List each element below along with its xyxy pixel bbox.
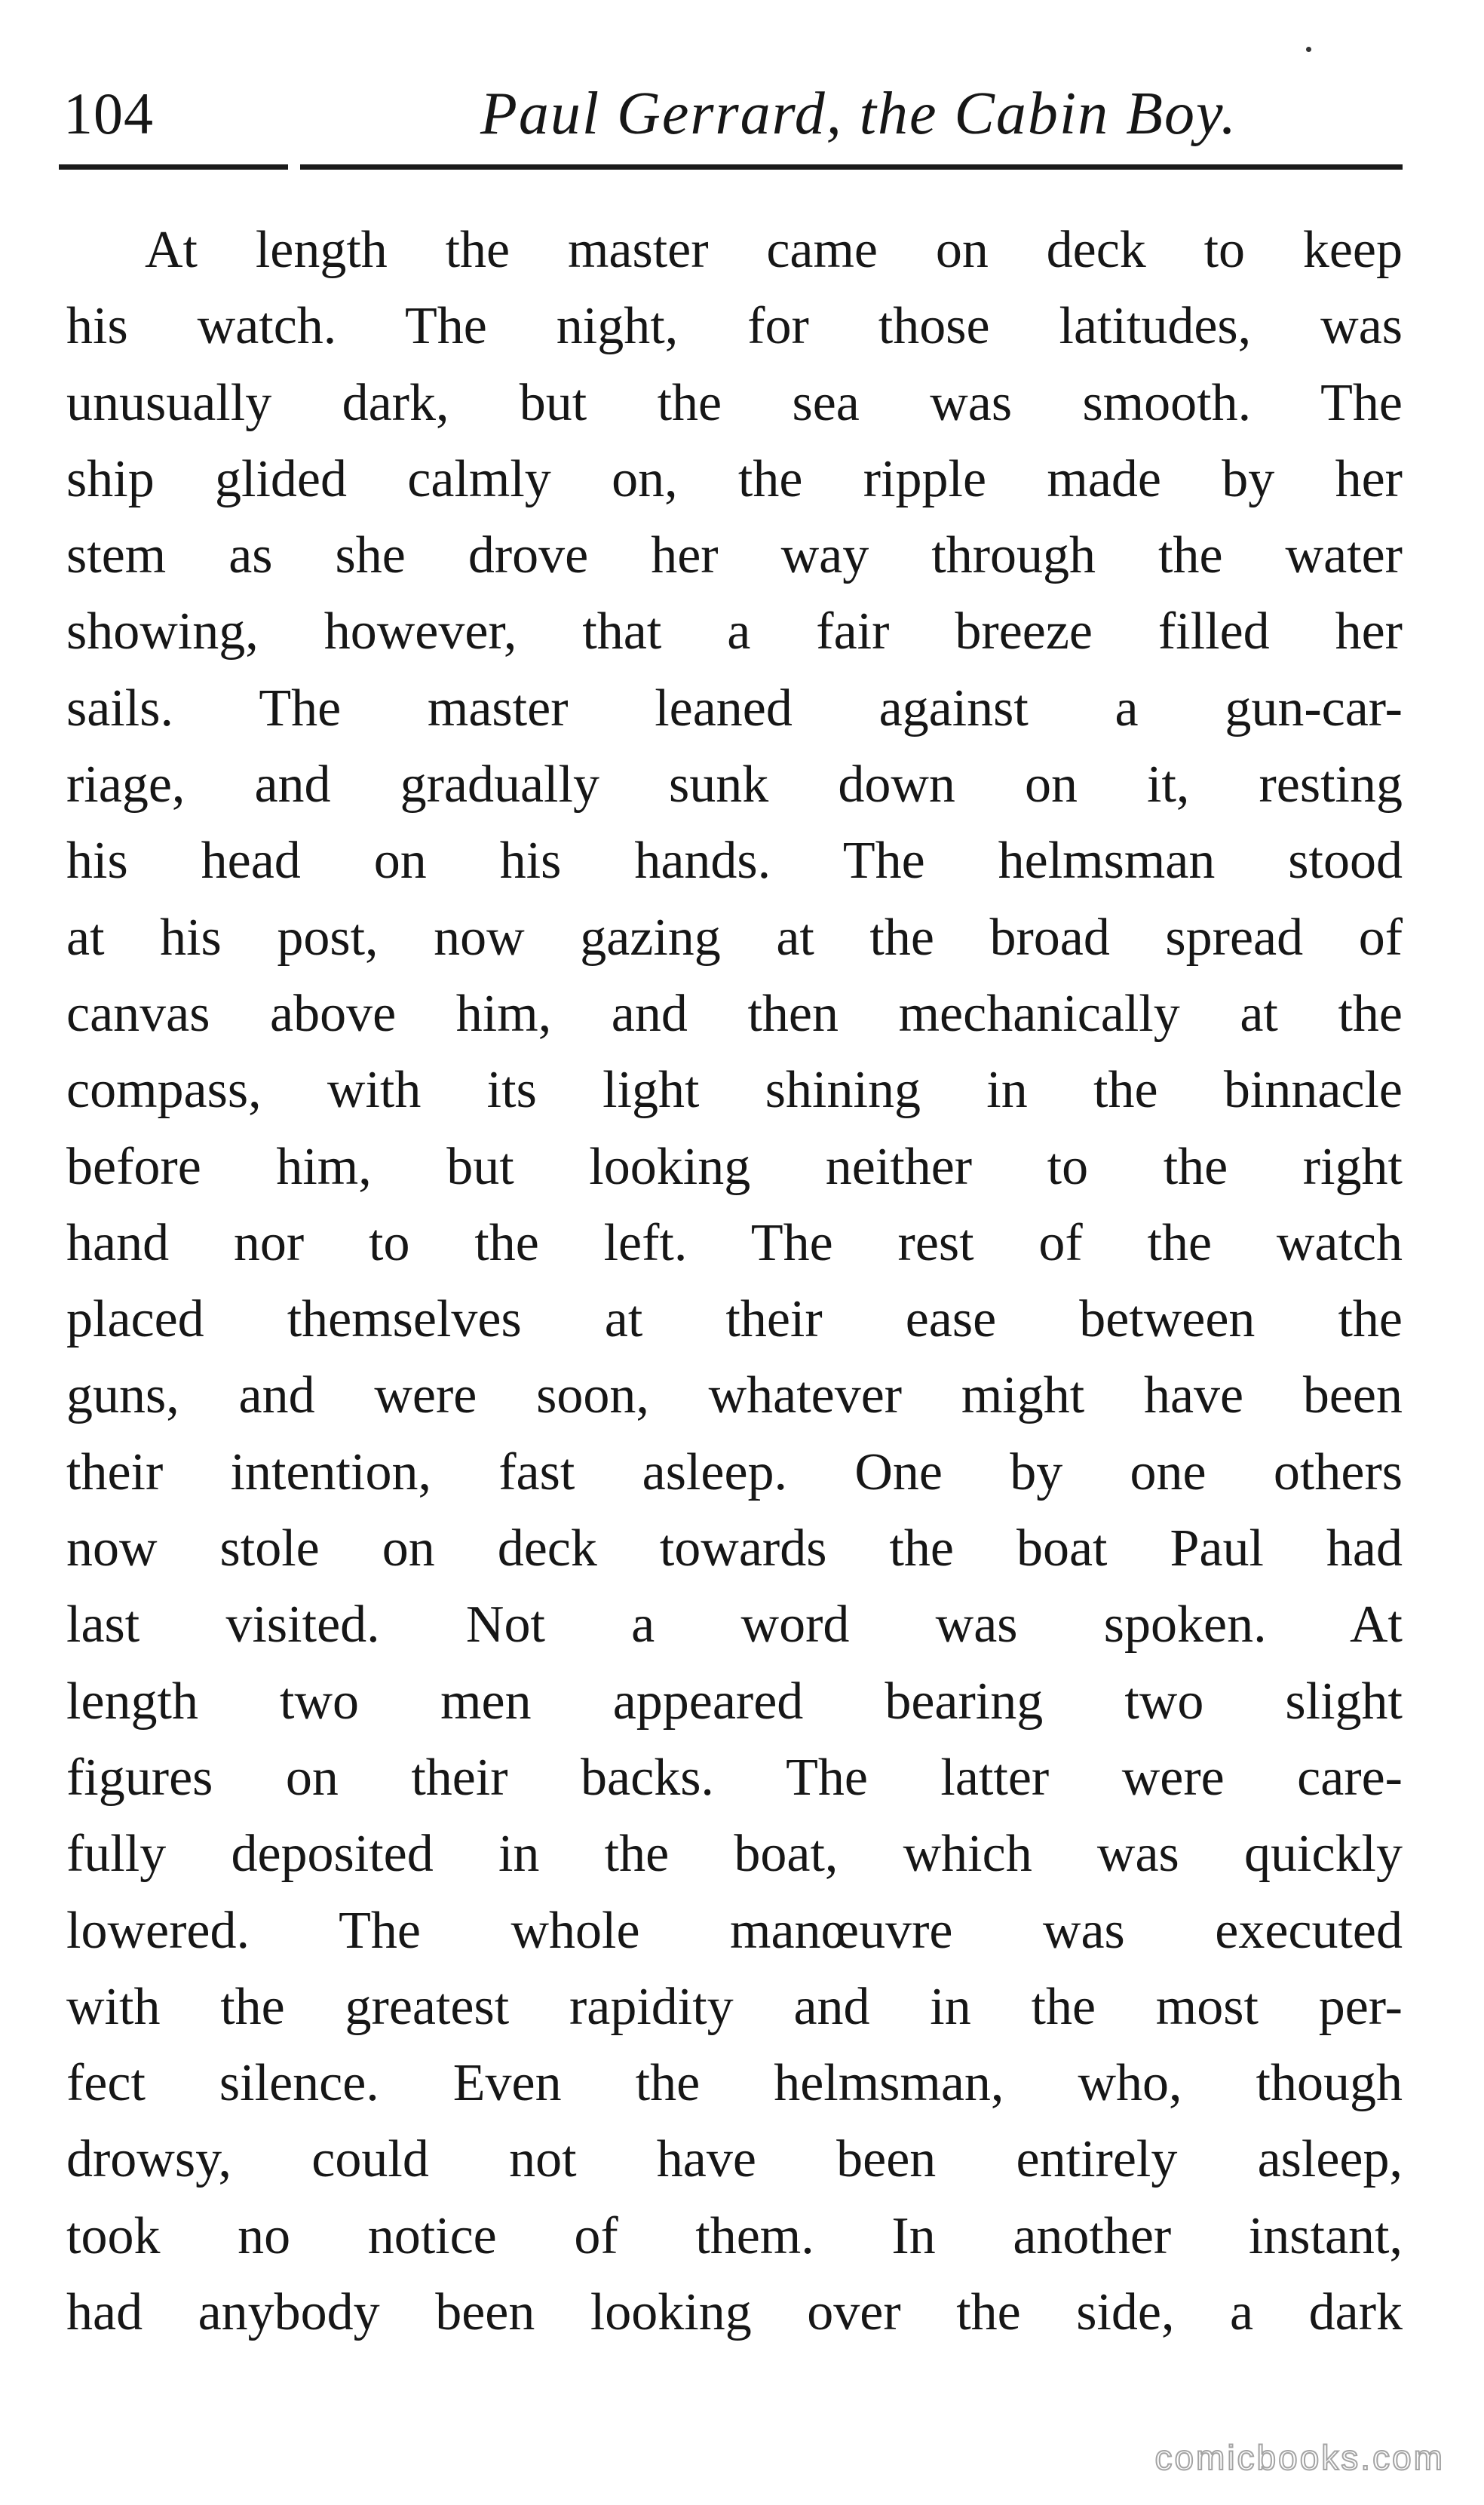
body-text	[66, 212, 1403, 2350]
text-line: length two men appeared bearing two slight	[66, 1672, 1403, 1731]
text-line: canvas above him, and then mechanically at the	[66, 984, 1403, 1043]
text-line: his head on his hands. The helmsman stood	[66, 832, 1403, 891]
page-header	[63, 72, 1421, 155]
source-watermark: comicbooks.com	[1154, 2438, 1445, 2477]
text-line: sails. The master leaned against a gun-car-	[66, 679, 1403, 737]
text-line: riage, and gradually sunk down on it, resting	[66, 756, 1403, 814]
text-line: stem as she drove her way through the water	[66, 526, 1403, 585]
text-line: last visited. Not a word was spoken. At	[66, 1596, 1403, 1654]
text-line: fully deposited in the boat, which was quickly	[66, 1825, 1403, 1884]
ink-speck	[1306, 47, 1311, 52]
text-line: with the greatest rapidity and in the most per-	[66, 1977, 1403, 2036]
text-line: at his post, now gazing at the broad spread of	[66, 908, 1403, 967]
text-line: ship glided calmly on, the ripple made by her	[66, 449, 1403, 508]
text-line: his watch. The night, for those latitudes, was	[66, 297, 1403, 356]
text-line: At length the master came on deck to keep	[145, 221, 1403, 279]
text-line: lowered. The whole manœuvre was executed	[66, 1901, 1403, 1960]
text-line: now stole on deck towards the boat Paul had	[66, 1519, 1403, 1578]
text-line: had anybody been looking over the side, a dark	[66, 2283, 1403, 2342]
text-line: fect silence. Even the helmsman, who, though	[66, 2054, 1403, 2113]
text-line: drowsy, could not have been entirely asleep,	[66, 2130, 1403, 2189]
text-line: showing, however, that a fair breeze filled her	[66, 602, 1403, 661]
running-title: Paul Gerrard, the Cabin Boy.	[480, 81, 1238, 147]
text-line: compass, with its light shining in the binnacle	[66, 1061, 1403, 1120]
text-line: figures on their backs. The latter were care-	[66, 1748, 1403, 1807]
page-number: 104	[63, 81, 154, 146]
text-line: guns, and were soon, whatever might have been	[66, 1366, 1403, 1425]
text-line: before him, but looking neither to the right	[66, 1137, 1403, 1196]
text-line: placed themselves at their ease between the	[66, 1290, 1403, 1349]
text-line: hand nor to the left. The rest of the watch	[66, 1213, 1403, 1272]
text-line: their intention, fast asleep. One by one others	[66, 1443, 1403, 1501]
header-rule	[59, 164, 1403, 170]
text-line: unusually dark, but the sea was smooth. The	[66, 373, 1403, 432]
header-rule-gap	[288, 163, 300, 171]
text-line: took no notice of them. In another instant,	[66, 2206, 1403, 2265]
